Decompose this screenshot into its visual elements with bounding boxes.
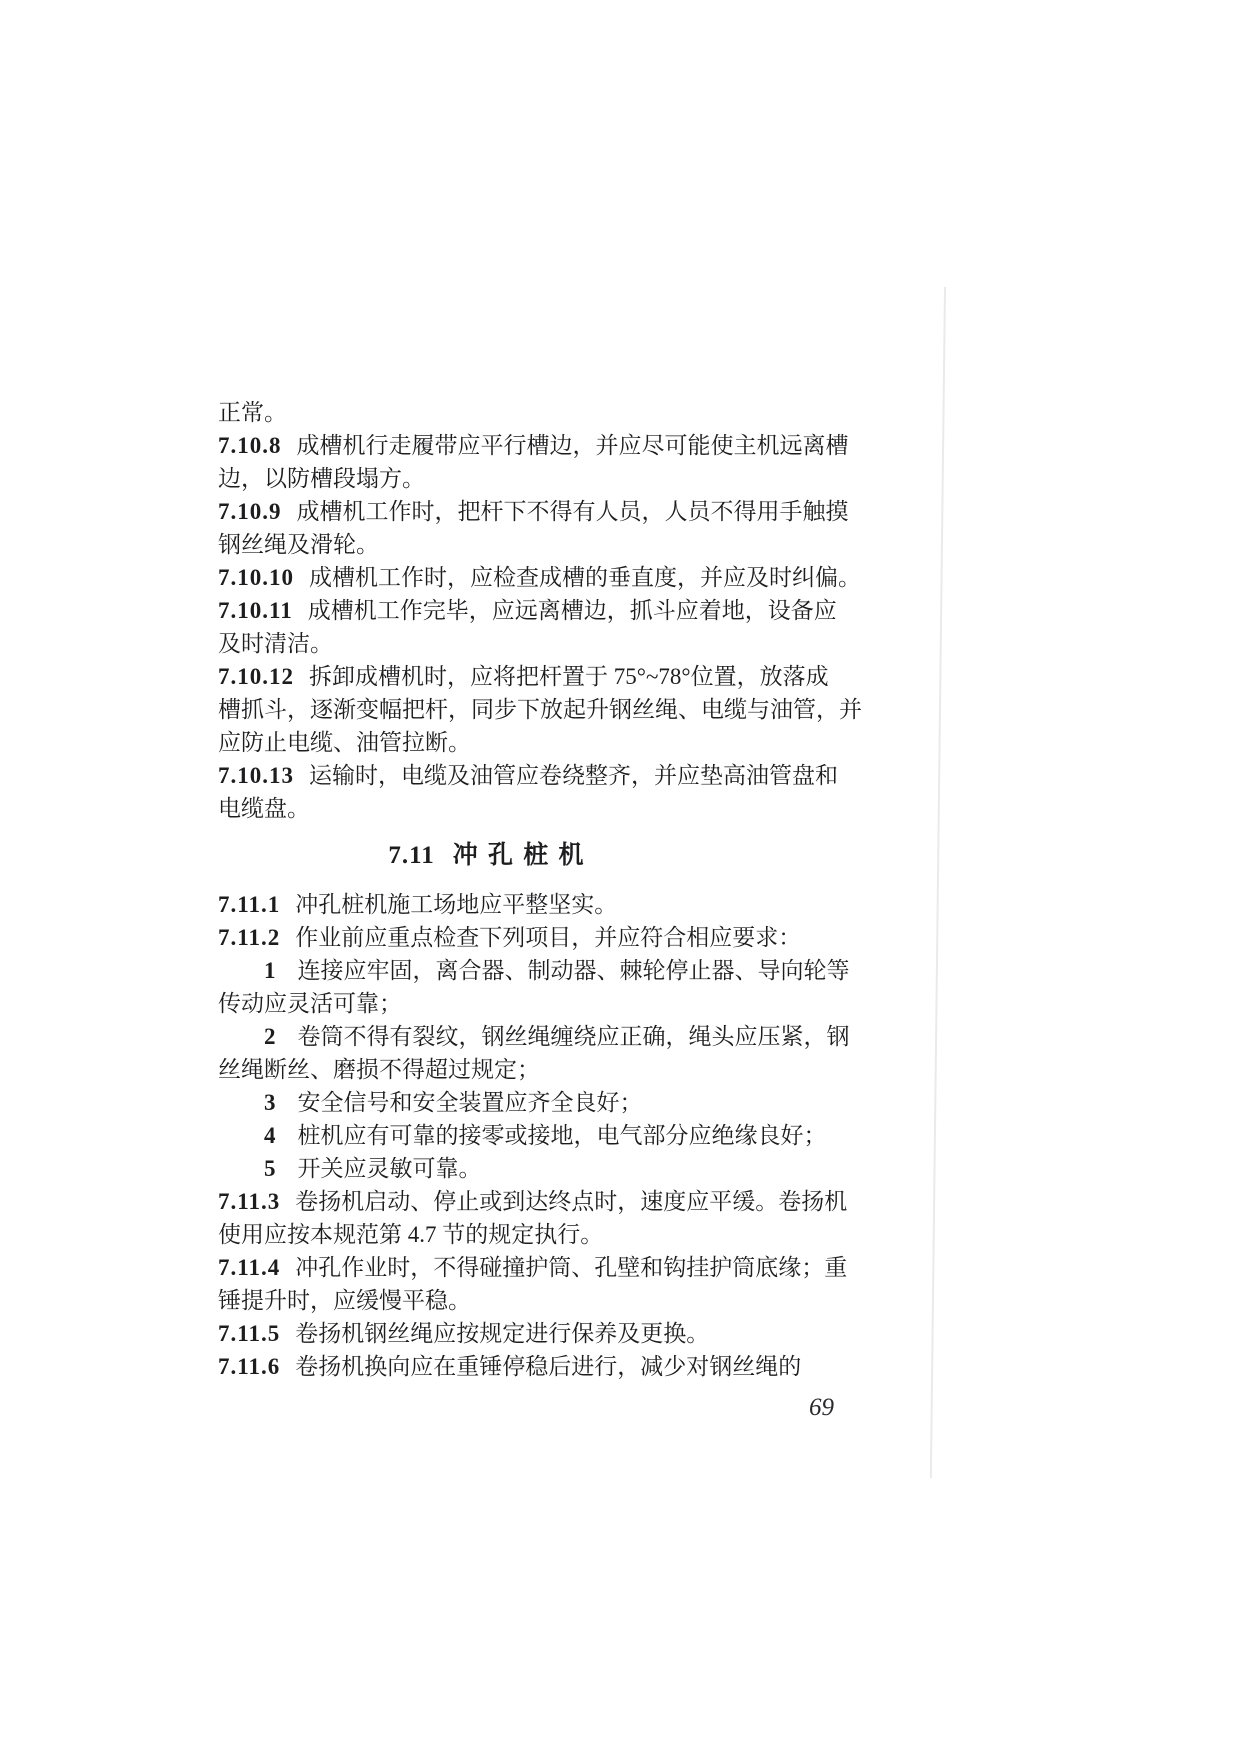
- clause-number: 7.10.13: [218, 763, 294, 788]
- section-title: 冲 孔 桩 机: [452, 842, 586, 869]
- line-text: 丝绳断丝、磨损不得超过规定；: [218, 1057, 540, 1082]
- line-text: 正常。: [218, 400, 287, 425]
- clause-line: [218, 1251, 848, 1284]
- line-text: 成槽机工作时，把杆下不得有人员，人员不得用手触摸: [296, 499, 849, 524]
- clause-line: [218, 1317, 848, 1350]
- clause-number: 7.11.5: [218, 1321, 281, 1346]
- item-line: [218, 954, 848, 987]
- clause-line: [218, 759, 848, 792]
- item-line: [218, 1152, 848, 1185]
- clause-line: [218, 921, 848, 954]
- line-text: 锤提升时，应缓慢平稳。: [218, 1288, 471, 1313]
- continuation-line: [218, 1284, 848, 1317]
- clause-number: 7.11.4: [218, 1255, 281, 1280]
- clause-number: 7.11.6: [218, 1354, 281, 1379]
- line-text: 边，以防槽段塌方。: [218, 466, 425, 491]
- continuation-line: [218, 792, 848, 825]
- section-heading: [218, 839, 756, 872]
- continuation-line: [218, 726, 848, 759]
- continuation-line: [218, 396, 848, 429]
- line-text: 拆卸成槽机时，应将把杆置于 75°~78°位置，放落成: [309, 664, 829, 689]
- line-text: 及时清洁。: [218, 631, 333, 656]
- line-text: 成槽机工作完毕，应远离槽边，抓斗应着地，设备应: [307, 598, 837, 623]
- continuation-line: [218, 627, 848, 660]
- line-text: 卷扬机启动、停止或到达终点时，速度应平缓。卷扬机: [295, 1189, 848, 1214]
- line-text: 桩机应有可靠的接零或接地，电气部分应绝缘良好；: [297, 1123, 827, 1148]
- clause-number: 7.10.11: [218, 598, 293, 623]
- continuation-line: [218, 987, 848, 1020]
- clause-number: 7.11.1: [218, 892, 281, 917]
- line-text: 开关应灵敏可靠。: [297, 1156, 482, 1181]
- clause-number: 7.10.10: [218, 565, 294, 590]
- line-text: 使用应按本规范第 4.7 节的规定执行。: [218, 1222, 604, 1247]
- item-line: [218, 1086, 848, 1119]
- line-text: 传动应灵活可靠；: [218, 991, 402, 1016]
- clause-number: 7.10.8: [218, 433, 282, 458]
- continuation-line: [218, 1053, 848, 1086]
- continuation-line: [218, 528, 848, 561]
- line-text: 冲孔作业时，不得碰撞护筒、孔壁和钩挂护筒底缘；重: [295, 1255, 848, 1280]
- clause-number: 7.10.9: [218, 499, 282, 524]
- line-text: 成槽机行走履带应平行槽边，并应尽可能使主机远离槽: [296, 433, 849, 458]
- line-text: 槽抓斗，逐渐变幅把杆，同步下放起升钢丝绳、电缆与油管，并: [218, 697, 862, 722]
- continuation-line: [218, 693, 862, 726]
- item-number: 4: [264, 1123, 276, 1148]
- line-text: 卷扬机钢丝绳应按规定进行保养及更换。: [295, 1321, 710, 1346]
- scan-artifact-line: [930, 287, 946, 1478]
- clause-line: [218, 495, 848, 528]
- clause-line: [218, 429, 848, 462]
- clause-number: 7.10.12: [218, 664, 294, 689]
- item-number: 1: [264, 958, 276, 983]
- continuation-line: [218, 1218, 848, 1251]
- item-number: 5: [264, 1156, 276, 1181]
- line-text: 钢丝绳及滑轮。: [218, 532, 379, 557]
- clause-line: [218, 594, 848, 627]
- line-text: 运输时，电缆及油管应卷绕整齐，并应垫高油管盘和: [309, 763, 838, 788]
- clause-number: 7.11.3: [218, 1189, 281, 1214]
- line-text: 连接应牢固，离合器、制动器、棘轮停止器、导向轮等: [297, 958, 850, 983]
- section-number: 7.11: [388, 842, 435, 869]
- clause-number: 7.11.2: [218, 925, 281, 950]
- line-text: 作业前应重点检查下列项目，并应符合相应要求：: [295, 925, 802, 950]
- clause-line: [218, 1185, 848, 1218]
- clause-line: [218, 888, 848, 921]
- continuation-line: [218, 462, 848, 495]
- line-text: 成槽机工作时，应检查成槽的垂直度，并应及时纠偏。: [309, 565, 861, 590]
- item-line: [218, 1020, 848, 1053]
- line-text: 卷扬机换向应在重锤停稳后进行，减少对钢丝绳的: [295, 1354, 802, 1379]
- clause-line: [218, 561, 861, 594]
- line-text: 卷筒不得有裂纹，钢丝绳缠绕应正确，绳头应压紧，钢: [297, 1024, 850, 1049]
- line-text: 安全信号和安全装置应齐全良好；: [297, 1090, 643, 1115]
- page-number: 69: [809, 1394, 834, 1421]
- clause-line: [218, 660, 848, 693]
- item-line: [218, 1119, 848, 1152]
- text-block: [218, 396, 862, 1383]
- line-text: 电缆盘。: [218, 796, 310, 821]
- clause-line: [218, 1350, 848, 1383]
- line-text: 应防止电缆、油管拉断。: [218, 730, 471, 755]
- item-number: 3: [264, 1090, 276, 1115]
- item-number: 2: [264, 1024, 276, 1049]
- line-text: 冲孔桩机施工场地应平整坚实。: [295, 892, 618, 917]
